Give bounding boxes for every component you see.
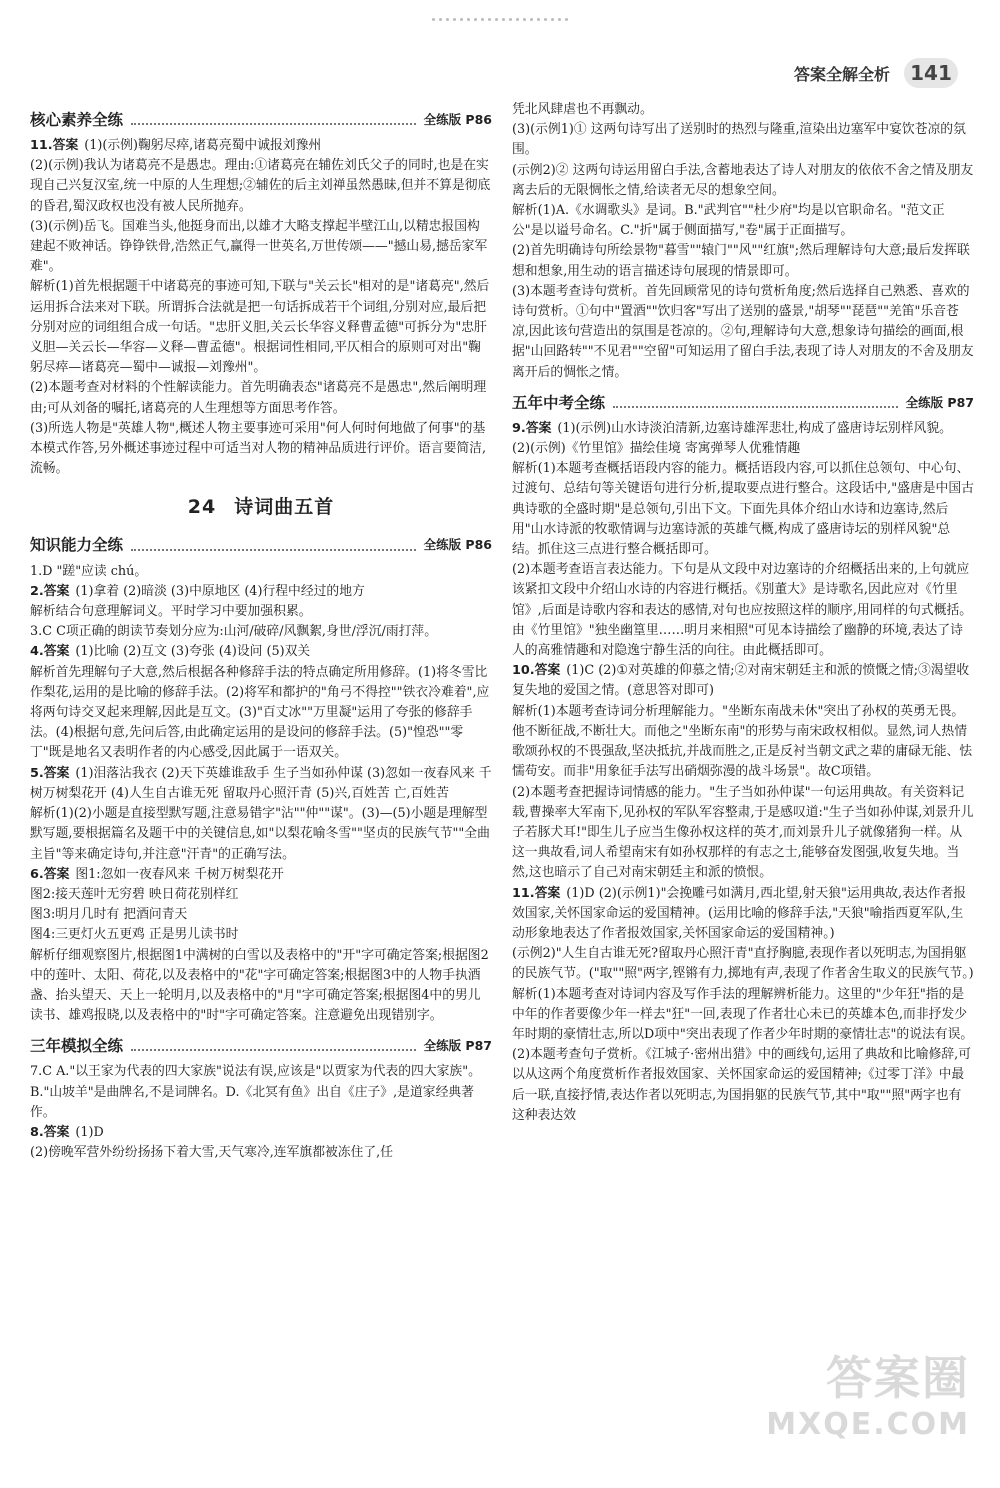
dotted-leader [613,406,898,408]
analysis-paragraph: (3)所选人物是"英雄人物",概述人物主要事迹可采用"何人何时何地做了何事"的基本模式作答,另外概述事迹过程中可适当对人物的精神品质进行评价。语言要简洁,流畅。 [30,420,487,477]
header-title: 答案全解全析 [793,65,890,84]
page-number: 141 [904,58,958,88]
analysis-paragraph [512,459,974,560]
answer-4 [30,642,492,662]
analysis-label: 解析 [30,664,56,680]
section-tag: 全练版 P86 [423,537,492,553]
answer-label: 答案 [534,663,561,679]
answer-label: 答案 [525,420,552,436]
answer-text: (1)拿着 (2)暗淡 (3)中原地区 (4)行程中经过的地方 [75,583,365,599]
analysis-paragraph [30,663,492,764]
answer-text: (1)C (2)①对英雄的仰慕之情;②对南宋朝廷主和派的愤慨之情;③渴望收复失地的爱国之情。(意思答对即可) [512,663,970,699]
answer-8 [30,1123,492,1143]
question-number: 5. [30,765,44,781]
analysis-text: (1)首先根据题干中诸葛亮的事迹可知,下联与"关云长"相对的是"诸葛亮",然后运用拆合法来对下联。所谓拆合法就是把一句话拆成若干个词组,分别对应,最后把分别对应的词组组合成一句话。"忠肝义胆,关云长华容义释曹孟德"可拆分为"忠肝义胆—关云长—华容—义释—曹孟德"。根据词性相同,平仄相合的原则可对出"鞠躬尽瘁—诸葛亮—蜀中—诚报—刘豫州"。 [30,279,490,376]
right-column [512,100,974,1126]
section-title: 三年模拟全练 [30,1037,124,1056]
answer-paragraph: (2)傍晚军营外纷纷扬扬下着大雪,天气寒冷,连军旗都被冻住了,任 [30,1145,394,1161]
watermark [750,1348,970,1458]
answer-text: (1)(示例)山水诗淡泊清新,边塞诗雄浑悲壮,构成了盛唐诗坛别样风貌。 [557,420,952,436]
section-tag: 全练版 P87 [423,1038,492,1054]
answer-2 [30,582,492,602]
analysis-paragraph [512,702,974,783]
question-number: 9. [512,420,526,436]
analysis-paragraph [30,946,492,1027]
analysis-paragraph [512,201,974,241]
answer-line: 图4:三更灯火五更鸡 正是男儿读书时 [30,927,239,943]
answer-text: (1)D [75,1124,104,1140]
question-number: 10. [512,663,535,679]
analysis-text: (1)本题考查诗词分析理解能力。"坐断东南战未休"突出了孙权的英勇无畏。他不断征战,不断壮大。而他之"坐断东南"的形势与南宋政权相似。显然,词人热情歌颂孙权的不畏强敌,坚决抵抗,并战而胜之,正是反衬当朝文武之辈的庸碌无能、怯懦苟安。而非"用象征手法写出硝烟弥漫的战斗场景"。故C项错。 [512,703,973,780]
dotted-leader [131,549,416,551]
lesson-title [30,497,492,517]
question-number: 6. [30,866,44,882]
answer-paragraph: (2)(示例)《竹里馆》描绘佳境 寄寓弹琴人优雅情趣 [512,441,801,457]
analysis-label: 解析 [30,279,56,295]
section-header-three-year [30,1030,492,1056]
analysis-paragraph: (2)本题考查对材料的个性解读能力。首先明确表态"诸葛亮不是愚忠",然后阐明理由;可从刘备的嘱托,诸葛亮的人生理想等方面思考作答。 [30,380,487,416]
analysis-label: 解析 [512,986,538,1002]
analysis-text: (1)本题考查概括语段内容的能力。概括语段内容,可以抓住总领句、中心句、过渡句、总结句等关键语句进行分析,提取要点进行整合。这段话中,"盛唐是中国古典诗歌的全盛时期"是总领句,引出下文。下面先具体介绍山水诗和边塞诗,然后用"山水诗派的牧歌情调与边塞诗派的英雄气概,构成了盛唐诗坛的别样风貌"总结。抓住这三点进行整合概括即可。 [512,461,974,558]
answer-text: (1)D (2)(示例1)"会挽雕弓如满月,西北望,射天狼"运用典故,表达作者报效国家,关怀国家命运的爱国精神。(运用比喻的修辞手法,"天狼"喻指西夏军队,生动形象地表达了作者报效国家,关怀国家命运的爱国精神。) [512,885,967,941]
analysis-text: (1)(2)小题是直接型默写题,注意易错字"沾""仲""谋"。(3)—(5)小题是理解型默写题,要根据篇名及题干中的关键信息,如"以梨花喻冬雪""坚贞的民族气节""全曲主旨"等来确定诗句,并注意"汗青"的正确写法。 [30,806,490,862]
question-number: 2. [30,583,44,599]
answer-11b [512,884,974,945]
analysis-paragraph [512,985,974,1046]
analysis-text: 结合句意理解词义。平时学习中要加强积累。 [55,604,312,620]
analysis-paragraph: (2)本题考查句子赏析。《江城子·密州出猎》中的画线句,运用了典故和比喻修辞,可以从这两个角度赏析作者报效国家、关怀国家命运的爱国精神;《过零丁洋》中最后一联,直接抒情,表达作者以死明志,为国捐躯的民族气节,其中"取""照"两字也有这种表达效 [512,1047,972,1123]
section-tag: 全练版 P87 [905,394,974,410]
analysis-text: (1)A.《水调歌头》是词。B."武判官""杜少府"均是以官职命名。"范文正公"是以谥号命名。C."折"属于侧面描写,"卷"属于正面描写。 [512,203,945,239]
question-number: 4. [30,644,44,660]
answer-6 [30,865,492,885]
section-header-five-year [512,387,974,413]
question-number: 8. [30,1124,44,1140]
answer-paragraph: (3)(示例)岳飞。国难当头,他挺身而出,以雄才大略支撑起半壁江山,以精忠报国构建起不败神话。铮铮铁骨,浩然正气,赢得一世英名,万世传颂——"撼山易,撼岳家军难"。 [30,218,488,275]
answer-label: 答案 [43,1124,70,1140]
section-header-core [30,104,492,130]
answer-paragraph: (示例2)"人生自古谁无死?留取丹心照汗青"直抒胸臆,表现作者以死明志,为国捐躯的民族气节。("取""照"两字,铿锵有力,掷地有声,表现了作者舍生取义的民族气节。) [512,946,974,982]
section-header-knowledge [30,530,492,556]
top-decoration [430,6,590,14]
analysis-paragraph: (2)本题考查语言表达能力。下句是从文段中对边塞诗的介绍概括出来的,上句就应该紧扣文段中介绍山水诗的内容进行概括。《别董大》是诗歌名,因此应对《竹里馆》,后面是诗歌内容和表达的感情,对句也应按照这样的顺序,用同样的句式概括。由《竹里馆》"独坐幽篁里……明月来相照"可见本诗描绘了幽静的环境,表达了诗人的高雅情趣和对隐逸宁静生活的向往。由此概括即可。 [512,562,973,659]
page-header [770,58,980,92]
answer-paragraph: (2)(示例)我认为诸葛亮不是愚忠。理由:①诸葛亮在辅佐刘氏父子的同时,也是在实现自己兴复汉室,统一中原的人生理想;②辅佐的后主刘禅虽然愚昧,但并不算是彻底的昏君,蜀汉政权也没有被人民所抛弃。 [30,158,491,214]
analysis-text: 首先理解句子大意,然后根据各种修辞手法的特点确定所用修辞。(1)将冬雪比作梨花,运用的是比喻的修辞手法。(2)将军和都护的"角弓不得控""铁衣冷难着",应将两句诗交叉起来理解,因此是互文。(3)"百丈冰""万里凝"运用了夸张的修辞手法。(4)根据句意,先问后答,由此确定运用的是设问的修辞手法。(5)"惶恐""零丁"既是地名又表明作者的内心感受,因此属于一语双关。 [30,664,490,761]
question-number: 11. [512,885,535,901]
answer-line: 图3:明月几时有 把酒问青天 [30,907,188,923]
question-number: 11. [30,138,53,153]
analysis-label: 解析 [30,604,56,620]
answer-7: 7.C A."以王家为代表的四大家族"说法有误,应该是"以贾家为代表的四大家族"。B."山坡羊"是曲牌名,不是词牌名。D.《北冥有鱼》出自《庄子》,是道家经典著作。 [30,1064,481,1120]
answer-paragraph: (3)(示例1)① 这两句诗写出了送别时的热烈与隆重,渲染出边塞军中宴饮苍凉的氛围。 [512,122,966,158]
answer-label: 答案 [43,866,70,882]
analysis-text: (1)本题考查对诗词内容及写作手法的理解辨析能力。这里的"少年狂"指的是中年的作者要像少年一样去"狂"一回,表现了作者壮心未已的英雄本色,而非抒发少年时期的豪情壮志,所以D项中"突出表现了作者少年时期的豪情壮志"的说法有误。 [512,986,974,1042]
analysis-paragraph [30,277,492,378]
answer-paragraph: (示例2)② 这两句诗运用留白手法,含蓄地表达了诗人对朋友的依依不舍之情及朋友离去后的无限惆怅之情,给读者无尽的想象空间。 [512,162,974,198]
dotted-leader [131,1049,416,1051]
analysis-paragraph: (2)首先明确诗句所绘景物"暮雪""辕门""风""红旗";然后理解诗句大意;最后发挥联想和想象,用生动的语言描述诗句展现的情景即可。 [512,243,970,279]
answer-paragraph: 凭北风肆虐也不再飘动。 [512,102,653,117]
answer-text: (1)比喻 (2)互文 (3)夸张 (4)设问 (5)双关 [75,644,311,660]
answer-label: 答案 [43,644,70,660]
analysis-label: 解析 [512,203,538,219]
section-tag: 全练版 P86 [423,111,492,127]
section-title: 核心素养全练 [30,110,124,129]
answer-label: 答案 [43,583,70,599]
answer-text: (1)泪落沾我衣 (2)天下英雄谁敌手 生子当如孙仲谋 (3)忽如一夜春风来 千树万树梨花开 (4)人生自古谁无死 留取丹心照汗青 (5)兴,百姓苦 亡,百姓苦 [30,765,492,801]
lesson-number: 24 [187,496,217,519]
answer-10 [512,661,974,701]
answer-3: 3.C C项正确的朗读节奏划分应为:山河/破碎/风飘絮,身世/浮沉/雨打萍。 [30,624,438,640]
answer-text: 图1:忽如一夜春风来 千树万树梨花开 [75,866,284,882]
analysis-label: 解析 [30,806,56,822]
dotted-leader [131,123,416,125]
analysis-paragraph [30,602,492,622]
analysis-paragraph [30,804,492,865]
watermark-logo-text: 答案圈 [826,1351,970,1405]
answer-11 [30,136,492,156]
watermark-url: MXQE.COM [766,1407,970,1442]
answer-9 [512,419,974,439]
analysis-label: 解析 [512,703,538,719]
analysis-paragraph: (3)本题考查诗句赏析。首先回顾常见的诗句赏析角度;然后选择自己熟悉、喜欢的诗句赏析。①句中"置酒""饮归客"写出了送别的盛景,"胡琴""琵琶""羌笛"乐音苍凉,因此该句营造出的氛围是苍凉的。②句,理解诗句大意,想象诗句描绘的画面,根据"山回路转""不见君""空留"可知运用了留白手法,表现了诗人对朋友的不舍及朋友离开后的惆怅之情。 [512,283,974,380]
analysis-paragraph: (2)本题考查把握诗词情感的能力。"生子当如孙仲谋"一句运用典故。有关资料记载,曹操率大军南下,见孙权的军队军容整肃,于是感叹道:"生子当如孙仲谋,刘景升儿子若豚犬耳!"即生儿子应当生像孙权这样的英才,而刘景升儿子就像猪狗一样。从这一典故看,词人希望南宋有如孙权那样的有志之士,能够奋发图强,收复失地。当然,这也暗示了自己对南宋朝廷主和派的愤恨。 [512,784,974,881]
answer-label: 答案 [52,138,79,153]
lesson-name: 诗词曲五首 [234,496,335,519]
answer-text: (1)(示例)鞠躬尽瘁,诸葛亮蜀中诚报刘豫州 [84,138,322,153]
analysis-label: 解析 [30,947,56,963]
analysis-label: 解析 [512,461,538,477]
answer-label: 答案 [43,765,70,781]
answer-label: 答案 [534,885,561,901]
answer-line: 图2:接天莲叶无穷碧 映日荷花别样红 [30,886,239,902]
left-column [30,100,492,1163]
answer-5 [30,764,492,804]
answer-1: 1.D "蹉"应读 chú。 [30,563,148,579]
section-title: 知识能力全练 [30,536,124,555]
analysis-text: 仔细观察图片,根据图1中满树的白雪以及表格中的"开"字可确定答案;根据图2中的莲叶、太阳、荷花,以及表格中的"花"字可确定答案;根据图3中的人物手执酒盏、抬头望天、天上一轮明月,以及表格中的"月"字可确定答案;根据图4中的男儿读书、雄鸡报晓,以及表格中的"时"字可确定答案。注意避免出现错别字。 [30,947,489,1024]
section-title: 五年中考全练 [512,393,606,412]
